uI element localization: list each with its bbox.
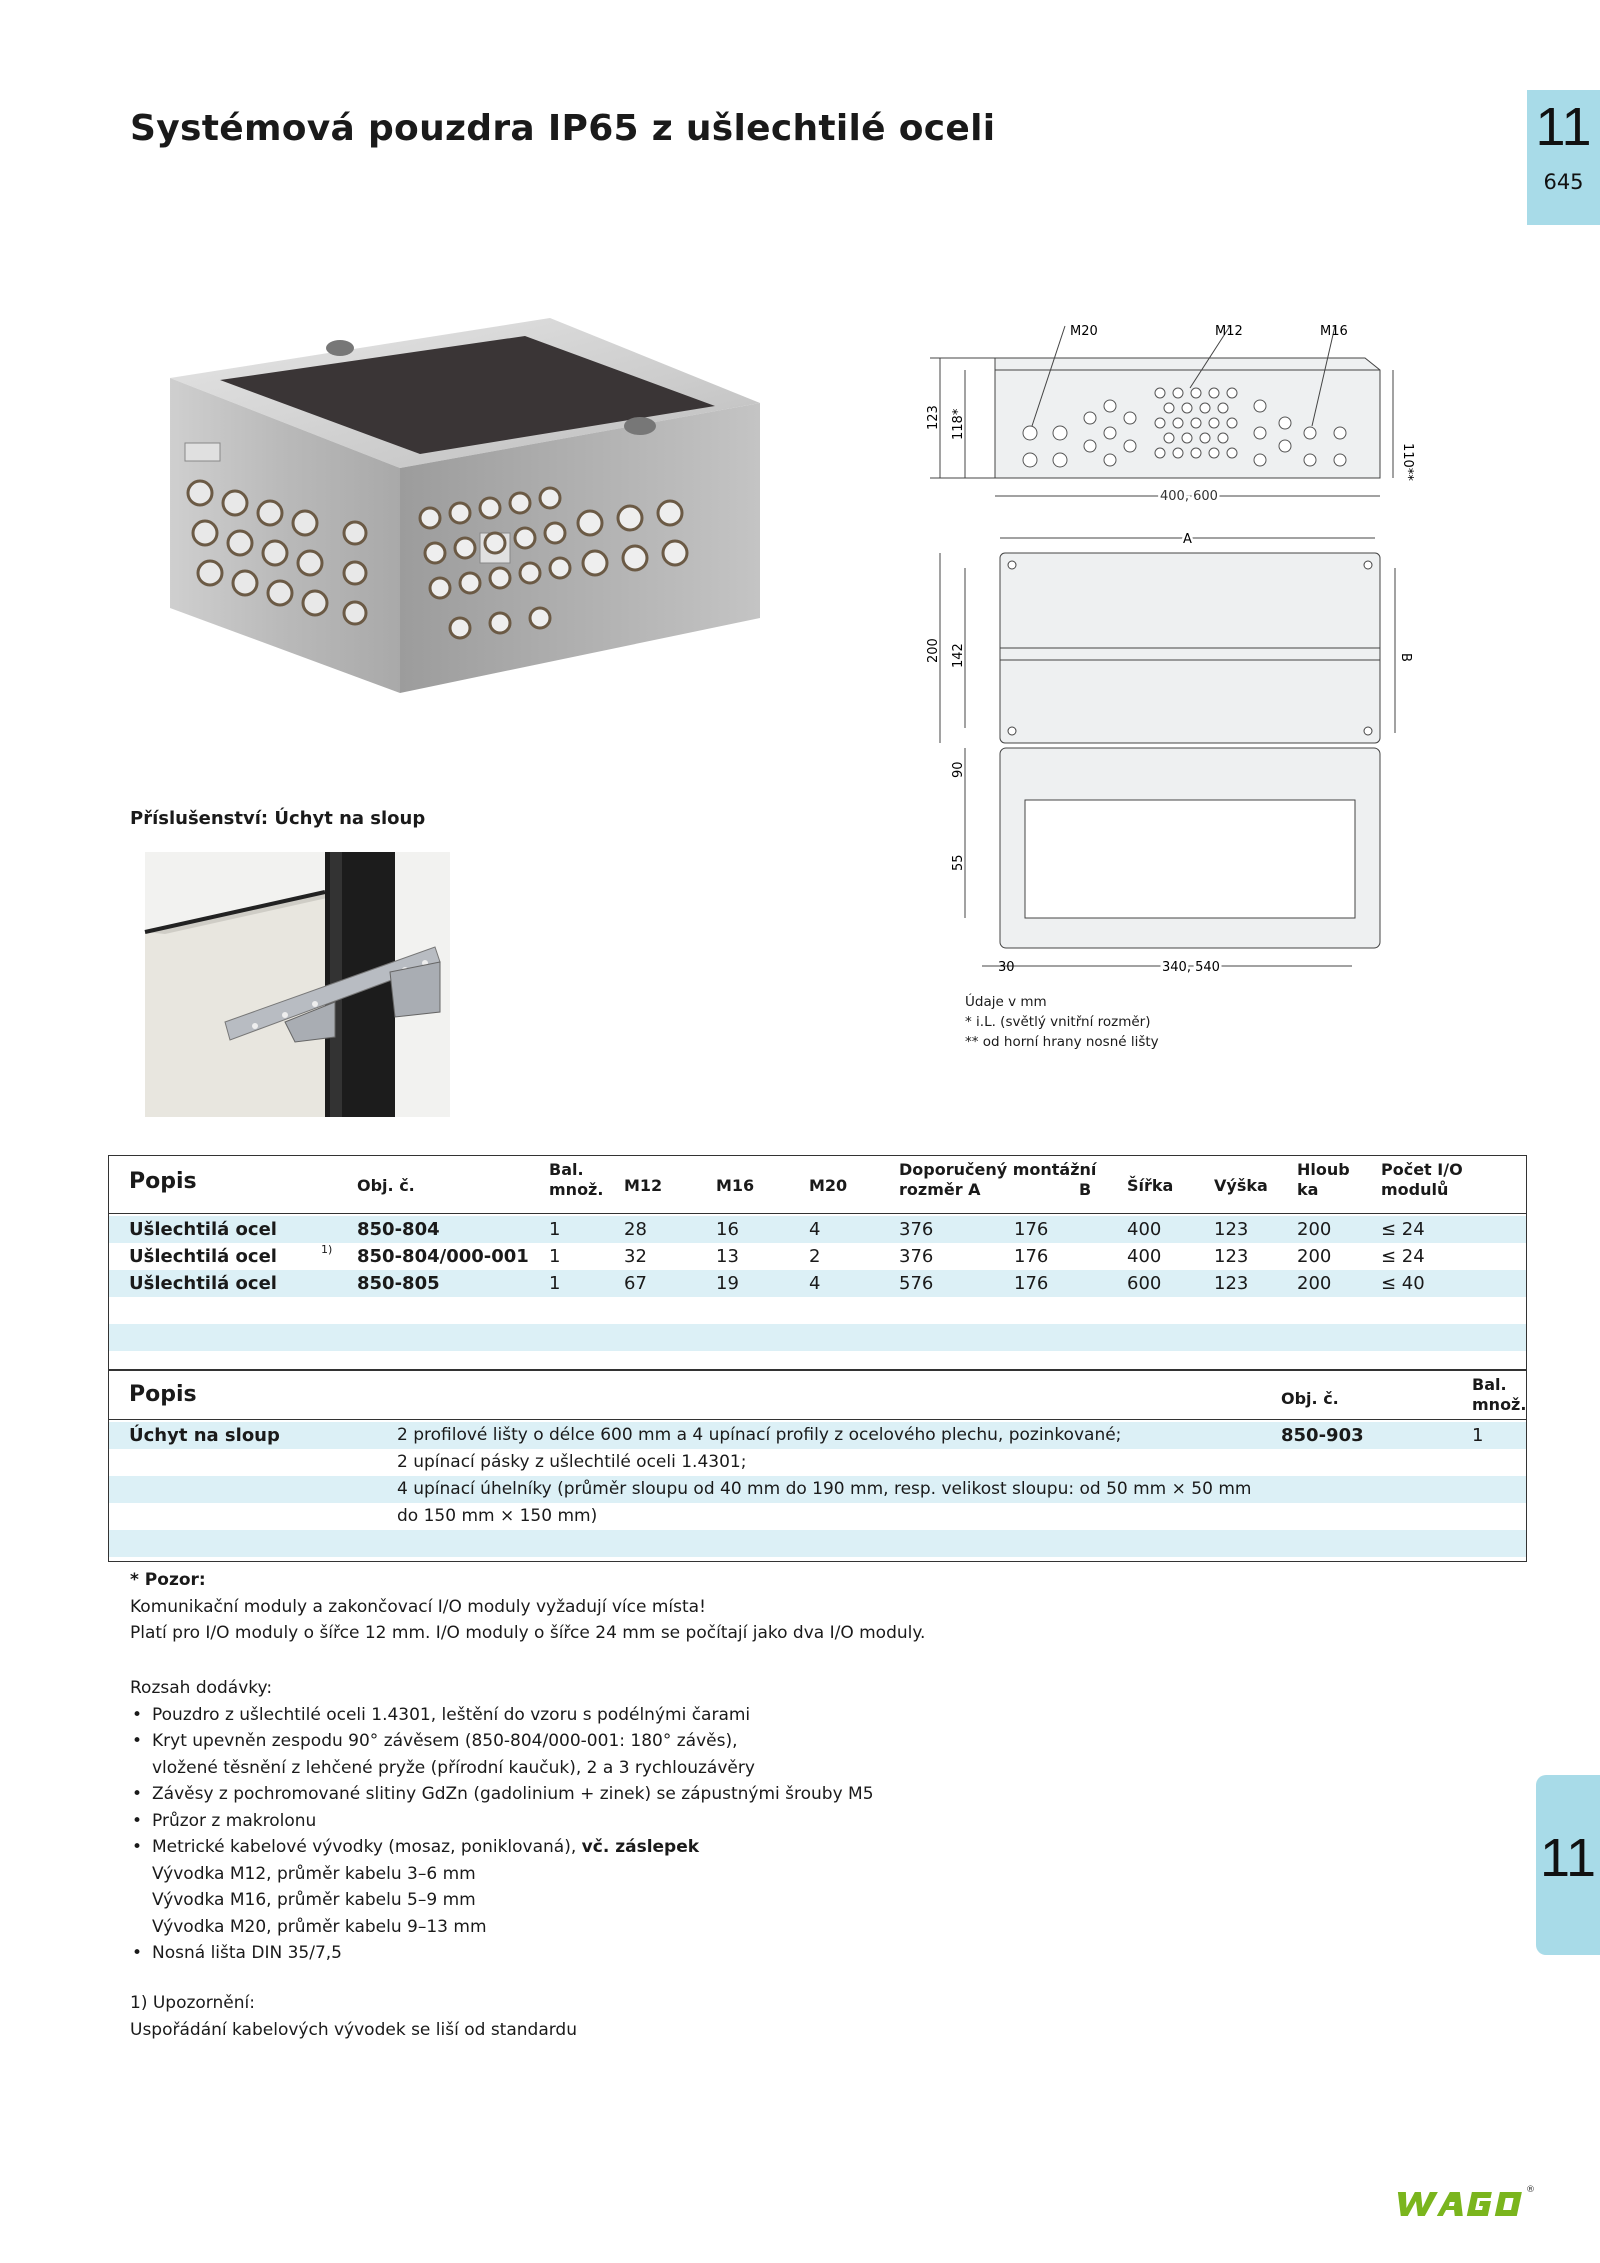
chapter-number: 11	[1535, 97, 1592, 157]
table-row: Ušlechtilá ocel 850-805 1 67 19 4 576 176 600 123 200 ≤ 40	[109, 1270, 1526, 1297]
svg-text:90: 90	[951, 761, 966, 778]
chapter-tab	[1527, 90, 1600, 225]
list-item: • Průzor z makrolonu	[130, 1808, 874, 1835]
page-number: 645	[1543, 170, 1584, 194]
wago-logo	[1390, 2182, 1535, 2222]
product-photo	[130, 318, 760, 723]
svg-text:142: 142	[951, 643, 966, 668]
col-vyska: Výška	[1214, 1176, 1268, 1195]
table-row: 2 upínací pásky z ušlechtilé oceli 1.4301;	[397, 1452, 747, 1472]
dim-123: 123	[926, 405, 941, 430]
col-m12: M12	[624, 1176, 663, 1195]
svg-text:WAGO: WAGO	[1390, 2182, 1394, 2183]
list-item: • Nosná lišta DIN 35/7,5	[130, 1940, 874, 1967]
footnote	[130, 1990, 577, 2043]
col-bal: Bal. množ.	[1472, 1375, 1527, 1414]
accessory-table	[108, 1370, 1527, 1562]
table-header	[109, 1156, 1526, 1214]
svg-text:110**: 110**	[1400, 443, 1415, 481]
table-row-empty	[109, 1297, 1526, 1324]
svg-text:®: ®	[1526, 2185, 1535, 2195]
note-rail: ** od horní hrany nosné lišty	[965, 1034, 1159, 1050]
table-row-empty	[109, 1324, 1526, 1351]
warning-title: * Pozor:	[130, 1570, 206, 1590]
svg-text:118*: 118*	[951, 408, 966, 440]
list-item: • Závěsy z pochromované slitiny GdZn (gadolinium + zinek) se zápustnými šrouby M5	[130, 1781, 874, 1808]
table-row: Ušlechtilá ocel 1) 850-804/000-001 1 32 13 2 376 176 400 123 200 ≤ 24	[129, 1243, 1425, 1267]
lid-view	[965, 748, 1380, 966]
col-m20: M20	[809, 1176, 848, 1195]
drawing-notes	[965, 992, 1159, 1052]
svg-text:M16: M16	[1320, 324, 1348, 339]
warning-line: Platí pro I/O moduly o šířce 12 mm. I/O moduly o šířce 24 mm se počítají jako dva I/O moduly.	[130, 1623, 926, 1643]
footnote-title: 1) Upozornění:	[130, 1993, 255, 2013]
list-item: • Pouzdro z ušlechtilé oceli 1.4301, leštění do vzoru s podélnými čarami	[130, 1702, 874, 1729]
svg-text:340, 540: 340, 540	[1162, 960, 1220, 975]
table-row: 4 upínací úhelníky (průměr sloupu od 40 mm do 190 mm, resp. velikost sloupu: od 50 mm × 50 mm	[109, 1476, 1526, 1503]
dimension-drawing	[920, 318, 1415, 978]
svg-text:200: 200	[926, 638, 941, 663]
note-units: Údaje v mm	[965, 994, 1047, 1010]
col-popis: Popis	[129, 1169, 197, 1194]
svg-text:B: B	[1398, 653, 1413, 662]
chapter-side-number: 11	[1539, 1828, 1597, 1888]
footnote-mark: 1)	[321, 1243, 333, 1256]
col-pocet: Počet I/O modulů	[1381, 1160, 1463, 1199]
page-title: Systémová pouzdra IP65 z ušlechtilé oceli	[130, 108, 996, 149]
accessory-table-header	[109, 1370, 1526, 1420]
accessory-photo	[145, 852, 450, 1117]
note-inner: * i.L. (světlý vnitřní rozměr)	[965, 1014, 1151, 1030]
svg-text:A: A	[1183, 532, 1192, 547]
col-sirka: Šířka	[1127, 1176, 1174, 1195]
accessory-title: Příslušenství: Úchyt na sloup	[130, 808, 426, 829]
list-item: • Kryt upevněn zespodu 90° závěsem (850-804/000-001: 180° závěs), vložené těsnění z lehčené pryže (přírodní kaučuk), 2 a 3 rychlouzávěry	[130, 1728, 874, 1781]
col-rozmer-b: B	[1079, 1180, 1092, 1199]
table-row-empty	[109, 1530, 1526, 1557]
svg-text:M12: M12	[1215, 324, 1243, 339]
col-m16: M16	[716, 1176, 755, 1195]
scope-of-delivery	[130, 1675, 874, 1967]
svg-text:30: 30	[998, 960, 1015, 975]
col-hloubka: Hloub ka	[1297, 1160, 1350, 1199]
front-view	[940, 538, 1395, 743]
chapter-side-tab	[1536, 1775, 1600, 1955]
list-item: • Metrické kabelové vývodky (mosaz, poniklovaná), vč. záslepek Vývodka M12, průměr kabelu 3–6 mm Vývodka M16, průměr kabelu 5–9 mm Vývodka M20, průměr kabelu 9–13 mm	[130, 1834, 874, 1940]
scope-title: Rozsah dodávky:	[130, 1678, 273, 1698]
col-obj: Obj. č.	[1281, 1389, 1339, 1408]
product-table	[108, 1155, 1527, 1370]
col-obj: Obj. č.	[357, 1176, 415, 1195]
table-row: do 150 mm × 150 mm)	[397, 1506, 598, 1526]
side-view	[930, 326, 1393, 496]
footnote-text: Uspořádání kabelových vývodek se liší od standardu	[130, 2019, 577, 2040]
table-row: Úchyt na sloup 2 profilové lišty o délce 600 mm a 4 upínací profily z ocelového plechu, pozinkované; 850-903 1	[109, 1422, 1526, 1449]
warning-note	[130, 1567, 925, 1647]
svg-text:55: 55	[951, 854, 966, 871]
svg-text:400, 600: 400, 600	[1160, 489, 1218, 504]
svg-text:M20: M20	[1070, 324, 1098, 339]
col-popis: Popis	[129, 1382, 197, 1407]
warning-line: Komunikační moduly a zakončovací I/O moduly vyžadují více místa!	[130, 1596, 706, 1617]
col-bal: Bal. množ.	[549, 1160, 604, 1199]
col-rozmer: Doporučený montážní rozměr A	[899, 1160, 1097, 1199]
table-row: Ušlechtilá ocel 850-804 1 28 16 4 376 176 400 123 200 ≤ 24	[109, 1216, 1526, 1243]
